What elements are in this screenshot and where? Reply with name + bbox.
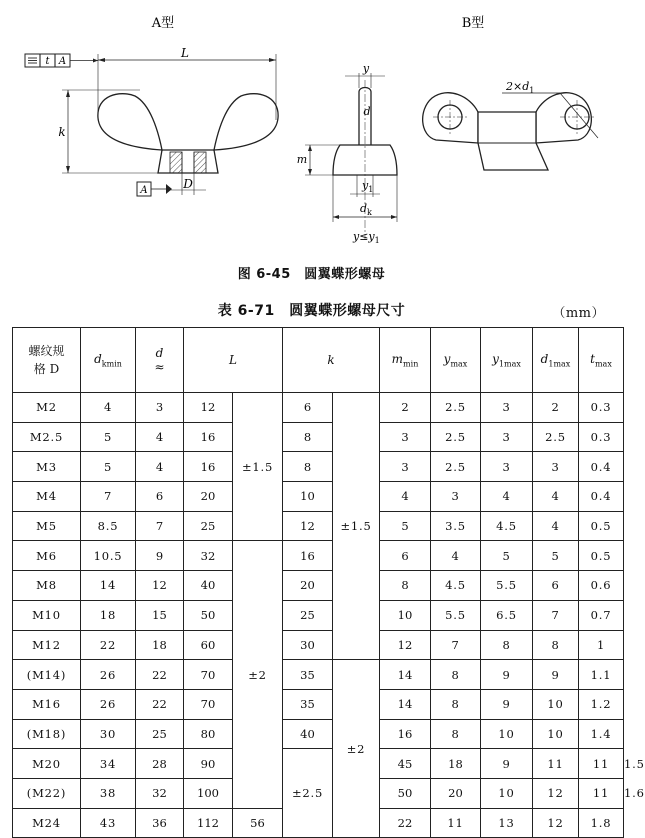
tol-A-label: A: [58, 56, 67, 67]
table-header-row: [13, 328, 624, 393]
cell-spec: M16: [13, 689, 81, 719]
cell-m: 4: [380, 482, 431, 512]
table-row: [13, 719, 624, 749]
cell-m: 14: [380, 689, 431, 719]
cell-d: 6: [136, 482, 184, 512]
cell-k: 45: [380, 749, 431, 779]
header-d1: $d_{1max}$: [533, 328, 579, 393]
cell-m: 10: [380, 600, 431, 630]
cell-k: 25: [283, 600, 333, 630]
header-t: $t_{max}$: [579, 328, 624, 393]
cell-y: 7: [431, 630, 481, 660]
cell-k: 16: [283, 541, 333, 571]
type-b-view: [423, 93, 598, 170]
cell-k: 35: [283, 660, 333, 690]
cell-d1: 5: [533, 541, 579, 571]
cell-dk: 18: [81, 600, 136, 630]
dim-dk-label: $d_k$: [360, 202, 372, 217]
table-unit: （mm）: [552, 306, 605, 321]
cell-t: 0.4: [579, 482, 624, 512]
cell-y: 2.5: [431, 393, 481, 423]
cell-d1: 7: [533, 600, 579, 630]
table-row: [13, 393, 624, 423]
cell-L-tolerance: ±2: [233, 541, 283, 808]
cell-spec: M5: [13, 511, 81, 541]
table-row: [13, 511, 624, 541]
cell-m: 14: [380, 660, 431, 690]
cell-m: 22: [380, 808, 431, 838]
cell-d: 32: [136, 778, 184, 808]
cell-dk: 14: [81, 571, 136, 601]
cell-L: 25: [184, 511, 233, 541]
table-row: [13, 689, 624, 719]
cell-y1: 3: [481, 393, 533, 423]
cell-d: 3: [136, 393, 184, 423]
figure-caption: 图 6-45 圆翼蝶形螺母: [237, 267, 386, 282]
tol-t-label: t: [45, 56, 50, 67]
cell-spec: (M14): [13, 660, 81, 690]
cell-spec: M8: [13, 571, 81, 601]
cell-L: 70: [184, 660, 233, 690]
cell-t: 1.8: [579, 808, 624, 838]
cell-dk: 38: [81, 778, 136, 808]
cell-t: 0.4: [579, 452, 624, 482]
cell-d1: 8: [533, 630, 579, 660]
cell-L: 112: [184, 808, 233, 838]
table-row: [13, 630, 624, 660]
header-L: L: [184, 328, 283, 393]
cell-k: 10: [283, 482, 333, 512]
cell-t: 0.5: [579, 541, 624, 571]
condition-label: $y\le y_1$: [353, 230, 380, 245]
cell-d1: 4: [533, 482, 579, 512]
cell-L: 100: [184, 778, 233, 808]
cell-k: 8: [283, 422, 333, 452]
table-row: (M22) 38 32 100 50 20 10 12 11 1.6: [13, 778, 624, 808]
cell-dk: 22: [81, 630, 136, 660]
cell-y: 4.5: [431, 571, 481, 601]
table-body: [13, 393, 645, 838]
cell-t: 1.1: [579, 660, 624, 690]
cell-y1: 3: [481, 452, 533, 482]
cell-k: 35: [283, 689, 333, 719]
cell-y1: 8: [481, 630, 533, 660]
dim-D-label: D: [183, 177, 193, 191]
cell-spec: M24: [13, 808, 81, 838]
cell-dk: 10.5: [81, 541, 136, 571]
cell-t: 0.5: [579, 511, 624, 541]
cell-y: 2.5: [431, 422, 481, 452]
cell-k-tolerance: ±1.5: [333, 393, 380, 660]
cell-L: 16: [184, 452, 233, 482]
table-title: 表 6-71 圆翼蝶形螺母尺寸: [217, 303, 406, 319]
cell-t: 0.3: [579, 422, 624, 452]
cell-L: 50: [184, 600, 233, 630]
datum-A-label: A: [140, 185, 148, 196]
cell-d1: 11: [579, 778, 624, 808]
cell-L: 40: [184, 571, 233, 601]
header-d: d ≈: [136, 328, 184, 393]
type-a-label: A型: [151, 16, 175, 31]
table-row: [13, 452, 624, 482]
cell-d: 15: [136, 600, 184, 630]
cell-m: 2: [380, 393, 431, 423]
header-k: k: [283, 328, 380, 393]
cell-y: 11: [431, 808, 481, 838]
header-y1: $y_{1max}$: [481, 328, 533, 393]
cell-spec: M10: [13, 600, 81, 630]
cell-d: 36: [136, 808, 184, 838]
table-row: [13, 422, 624, 452]
header-spec: 螺纹规 格 D: [13, 328, 81, 393]
cell-d: 28: [136, 749, 184, 779]
cell-d: 18: [136, 630, 184, 660]
table-row: [13, 660, 624, 690]
cell-y1: 3: [481, 422, 533, 452]
cell-spec: (M18): [13, 719, 81, 749]
cell-y: 10: [481, 778, 533, 808]
cell-y: 4: [431, 541, 481, 571]
dim-L-label: L: [181, 46, 189, 60]
cell-t: 0.7: [579, 600, 624, 630]
cell-y1: 11: [533, 749, 579, 779]
table-row: [13, 600, 624, 630]
cell-spec: M3: [13, 452, 81, 482]
cell-d1: 2.5: [533, 422, 579, 452]
cell-t: 1: [579, 630, 624, 660]
cell-y: 9: [481, 749, 533, 779]
cell-t: 0.3: [579, 393, 624, 423]
cell-k: 50: [380, 778, 431, 808]
cell-m: 12: [380, 630, 431, 660]
cell-d1: 6: [533, 571, 579, 601]
table-row: M20 34 28 90 ±2.5 45 18 9 11 11 1.5: [13, 749, 624, 779]
cell-dk: 5: [81, 422, 136, 452]
cell-d: 7: [136, 511, 184, 541]
cell-L: 20: [184, 482, 233, 512]
cell-k: 8: [283, 452, 333, 482]
cell-m: 20: [431, 778, 481, 808]
cell-k: 12: [283, 511, 333, 541]
cell-L-tolerance: ±1.5: [233, 393, 283, 541]
cell-t: 1.4: [579, 719, 624, 749]
cell-m: 6: [380, 541, 431, 571]
cell-spec: M4: [13, 482, 81, 512]
cell-k: 20: [283, 571, 333, 601]
cell-dk: 34: [81, 749, 136, 779]
dim-y-label: y: [362, 62, 370, 75]
cell-dk: 26: [81, 689, 136, 719]
cell-L: 80: [184, 719, 233, 749]
cell-dk: 30: [81, 719, 136, 749]
cell-d1: 4: [533, 511, 579, 541]
cell-k: 40: [283, 719, 333, 749]
cell-y: 2.5: [431, 452, 481, 482]
cell-d: 25: [136, 719, 184, 749]
cell-y1: 12: [533, 778, 579, 808]
cell-y: 8: [431, 719, 481, 749]
cell-m: 8: [380, 571, 431, 601]
cell-y: 3.5: [431, 511, 481, 541]
dim-k-label: k: [58, 125, 66, 139]
cell-d1: 12: [533, 808, 579, 838]
header-dk: $d_{kmin}$: [81, 328, 136, 393]
cell-d1: 10: [533, 689, 579, 719]
cell-y1: 6.5: [481, 600, 533, 630]
cell-spec: M12: [13, 630, 81, 660]
cell-d1: 11: [579, 749, 624, 779]
cell-k-tolerance: ±2: [333, 660, 380, 838]
cell-d: 22: [136, 689, 184, 719]
cell-k: 56: [233, 808, 283, 838]
cell-d1: 3: [533, 452, 579, 482]
cell-k: 30: [283, 630, 333, 660]
cell-d1: 10: [533, 719, 579, 749]
cell-k: 6: [283, 393, 333, 423]
header-y: $y_{max}$: [431, 328, 481, 393]
cell-spec: M2: [13, 393, 81, 423]
wing-nut-drawing: [0, 0, 623, 260]
cell-dk: 43: [81, 808, 136, 838]
side-view: [305, 73, 397, 240]
cell-spec: M20: [13, 749, 81, 779]
cell-dk: 5: [81, 452, 136, 482]
cell-m: 3: [380, 452, 431, 482]
cell-y1: 4.5: [481, 511, 533, 541]
cell-L: 32: [184, 541, 233, 571]
dimension-table: [12, 327, 645, 838]
cell-y: 5.5: [431, 600, 481, 630]
cell-m: 3: [380, 422, 431, 452]
cell-y1: 5: [481, 541, 533, 571]
dim-m-label: m: [296, 153, 308, 166]
cell-L-tolerance: ±2.5: [283, 749, 333, 838]
dim-y1-label: $y_1$: [362, 179, 374, 194]
table-row: [13, 541, 624, 571]
cell-dk: 26: [81, 660, 136, 690]
cell-d: 9: [136, 541, 184, 571]
type-b-label: B型: [461, 16, 485, 31]
cell-y1: 4: [481, 482, 533, 512]
cell-y1: 9: [481, 689, 533, 719]
cell-L: 12: [184, 393, 233, 423]
cell-y1: 10: [481, 719, 533, 749]
dim-2d1-label: $2\times d_1$: [506, 80, 535, 95]
cell-spec: M6: [13, 541, 81, 571]
cell-d: 12: [136, 571, 184, 601]
technical-drawing: [0, 0, 623, 290]
cell-dk: 8.5: [81, 511, 136, 541]
cell-d: 4: [136, 452, 184, 482]
cell-d1: 2: [533, 393, 579, 423]
cell-m: 18: [431, 749, 481, 779]
cell-spec: M2.5: [13, 422, 81, 452]
cell-dk: 4: [81, 393, 136, 423]
cell-d1: 9: [533, 660, 579, 690]
cell-m: 16: [380, 719, 431, 749]
cell-spec: (M22): [13, 778, 81, 808]
dim-d-label: d: [363, 105, 371, 118]
cell-dk: 7: [81, 482, 136, 512]
cell-t: 0.6: [579, 571, 624, 601]
cell-d: 4: [136, 422, 184, 452]
cell-d: 22: [136, 660, 184, 690]
cell-y: 8: [431, 689, 481, 719]
cell-L: 90: [184, 749, 233, 779]
cell-L: 16: [184, 422, 233, 452]
cell-L: 70: [184, 689, 233, 719]
cell-t: 1.2: [579, 689, 624, 719]
header-m: $m_{min}$: [380, 328, 431, 393]
cell-y: 3: [431, 482, 481, 512]
table-row: [13, 571, 624, 601]
cell-y1: 13: [481, 808, 533, 838]
cell-m: 5: [380, 511, 431, 541]
cell-y1: 5.5: [481, 571, 533, 601]
cell-y1: 9: [481, 660, 533, 690]
cell-L: 60: [184, 630, 233, 660]
cell-y: 8: [431, 660, 481, 690]
table-row: [13, 482, 624, 512]
